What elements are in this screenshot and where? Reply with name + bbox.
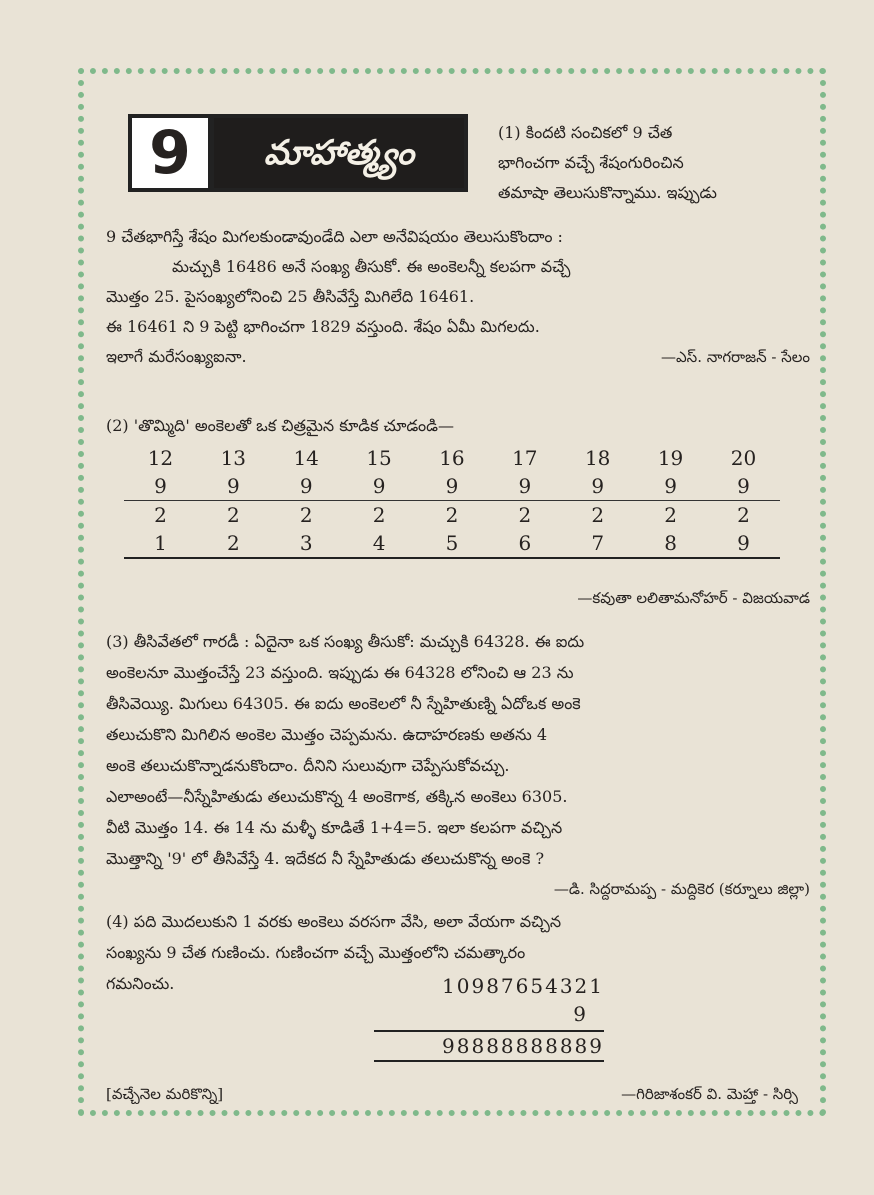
text-line: తమాషా తెలుసుకొన్నాము. ఇప్పుడు <box>498 183 717 202</box>
text-line: ఈ 16461 ని 9 పెట్టి భాగించగా 1829 వస్తుంది. శేషం ఏమీ మిగలదు. <box>106 317 540 336</box>
text-line: (1) కిందటి సంచికలో 9 చేత <box>498 123 673 142</box>
text-line: (4) పది మొదలుకుని 1 వరకు అంకెలు వరసగా వేసి, అలా వేయగా వచ్చిన <box>106 912 562 931</box>
table-row: 12 13 14 15 16 17 18 19 20 <box>147 446 757 470</box>
text-line: అంకెలనూ మొత్తంచేస్తే 23 వస్తుంది. ఇప్పుడు ఈ 64328 లోనించి ఆ 23 ను <box>106 663 574 682</box>
text-line: మొత్తం 25. పైసంఖ్యలోనించి 25 తీసివేస్తే మిగిలేది 16461. <box>106 287 475 306</box>
text-line: భాగించగా వచ్చే శేషంగురించిన <box>498 153 684 172</box>
table-row: 1 2 3 4 5 6 7 8 9 <box>124 529 780 558</box>
author-signature: —గిరిజాశంకర్ వి. మెహ్తా - సిర్సి <box>621 1085 798 1103</box>
title-word: మాహాత్మ్యం <box>214 118 464 188</box>
page-border <box>78 68 826 1116</box>
text-line: ఇలాగే మరేసంఖ్యఐనా. <box>106 347 247 366</box>
section1-intro <box>498 118 818 208</box>
text-line: అంకె తలుచుకొన్నాడనుకొందాం. దీనిని సులువుగా చెప్పేసుకోవచ్చు. <box>106 756 510 775</box>
text-line: మచ్చుకి 16486 అనే సంఖ్య తీసుకో. ఈ అంకెలన్నీ కలపగా వచ్చే <box>172 257 571 276</box>
text-line: సంఖ్యను 9 చేత గుణించు. గుణించగా వచ్చే మొత్తంలోని చమత్కారం <box>106 943 526 962</box>
text-line: ఎలాఅంటే—నీస్నేహితుడు తలుచుకొన్న 4 అంకెగాక, తక్కిన అంకెలు 6305. <box>106 787 568 806</box>
text-line: తలుచుకొని మిగిలిన అంకెల మొత్తం చెప్పమను. ఉదాహరణకు అతను 4 <box>106 725 547 744</box>
text-line: తీసివెయ్యి. మిగులు 64305. ఈ ఐదు అంకెలలో నీ స్నేహితుణ్ని ఏదోఒక అంకె <box>106 694 581 713</box>
article-body <box>106 114 810 1103</box>
text-line: గమనించు. <box>106 974 175 993</box>
title-banner <box>128 114 468 192</box>
nines-addition-table <box>124 444 780 559</box>
section1-body <box>106 222 810 372</box>
section2-heading: (2) 'తొమ్మిది' అంకెలతో ఒక చిత్రమైన కూడిక చూడండి— <box>106 416 454 435</box>
author-signature: —ఎస్. నాగరాజన్ - సేలం <box>661 348 810 366</box>
table-row: 9 9 9 9 9 9 9 9 9 <box>124 472 780 501</box>
text-line: మొత్తాన్ని '9' లో తీసివేస్తే 4. ఇదేకద నీ స్నేహితుడు తలుచుకొన్న అంకె ? <box>106 849 545 868</box>
author-signature: —డి. సిద్దరామప్ప - మద్దికెర (కర్నూలు జిల్లా) <box>553 880 810 898</box>
multiplication-example <box>374 972 604 1062</box>
author-signature: —కవుతా లలితామనోహర్ - విజయవాడ <box>577 589 810 607</box>
table-row: 2 2 2 2 2 2 2 2 2 <box>154 503 750 527</box>
section3-body <box>106 626 810 905</box>
text-line: 9 చేతభాగిస్తే శేషం మిగలకుండావుండేది ఎలా అనేవిషయం తెలుసుకొందాం : <box>106 227 563 246</box>
text-line: (3) తీసివేతలో గారడీ : ఏదైనా ఒక సంఖ్య తీసుకో: మచ్చుకి 64328. ఈ ఐదు <box>106 632 585 651</box>
product: 98888888889 <box>374 1032 604 1062</box>
multiplicand: 10987654321 <box>442 974 604 998</box>
continued-note: [వచ్చేనెల మరికొన్ని] <box>106 1085 224 1103</box>
title-number: 9 <box>132 118 214 188</box>
text-line: వీటి మొత్తం 14. ఈ 14 ను మళ్ళీ కూడితే 1+4=5. ఇలా కలపగా వచ్చిన <box>106 818 563 837</box>
multiplier: 9 <box>374 1000 604 1032</box>
